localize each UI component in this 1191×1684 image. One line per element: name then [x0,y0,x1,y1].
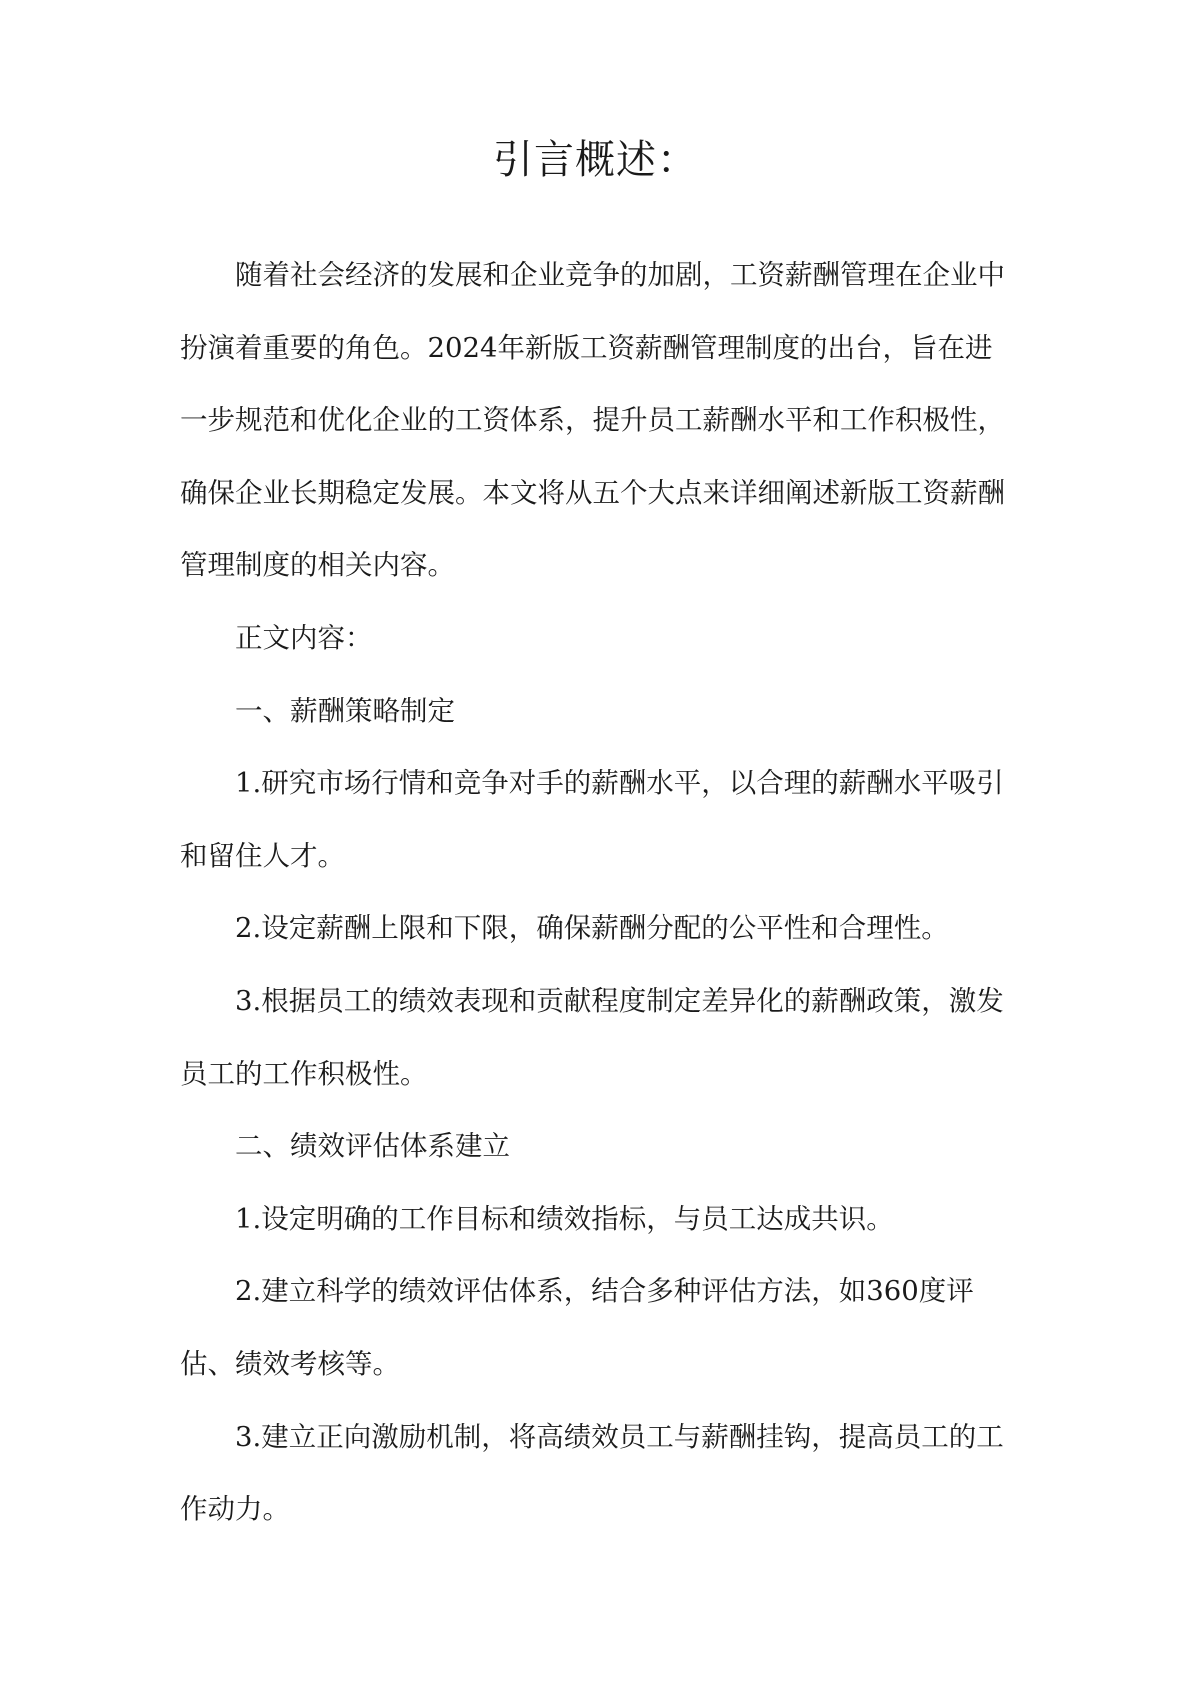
list-item-2-3: 3.建立正向激励机制，将高绩效员工与薪酬挂钩，提高员工的工作动力。 [180,1420,1004,1526]
document-body [180,239,1010,1546]
list-item-1-1: 1.研究市场行情和竞争对手的薪酬水平，以合理的薪酬水平吸引和留住人才。 [180,767,1004,872]
list-item-1-3: 3.根据员工的绩效表现和贡献程度制定差异化的薪酬政策，激发员工的工作积极性。 [180,984,1004,1090]
page-title: 引言概述： [493,137,698,183]
section-heading-1: 一、薪酬策略制定 [235,694,455,727]
paragraph-body-label: 正文内容： [235,621,373,654]
list-item-2-2: 2.建立科学的绩效评估体系，结合多种评估方法，如360度评估、绩效考核等。 [180,1275,974,1380]
section-heading-2: 二、绩效评估体系建立 [235,1130,510,1163]
list-item-2-1: 1.设定明确的工作目标和绩效指标，与员工达成共识。 [235,1202,894,1235]
list-item-1-2: 2.设定薪酬上限和下限，确保薪酬分配的公平性和合理性。 [235,912,949,945]
paragraph-intro: 随着社会经济的发展和企业竞争的加剧，工资薪酬管理在企业中扮演着重要的角色。2024年新版工资薪酬管理制度的出台，旨在进一步规范和优化企业的工资体系，提升员工薪酬水平和工作积极性，确保企业长期稳定发展。本文将从五个大点来详细阐述新版工资薪酬管理制度的相关内容。 [180,259,1005,582]
